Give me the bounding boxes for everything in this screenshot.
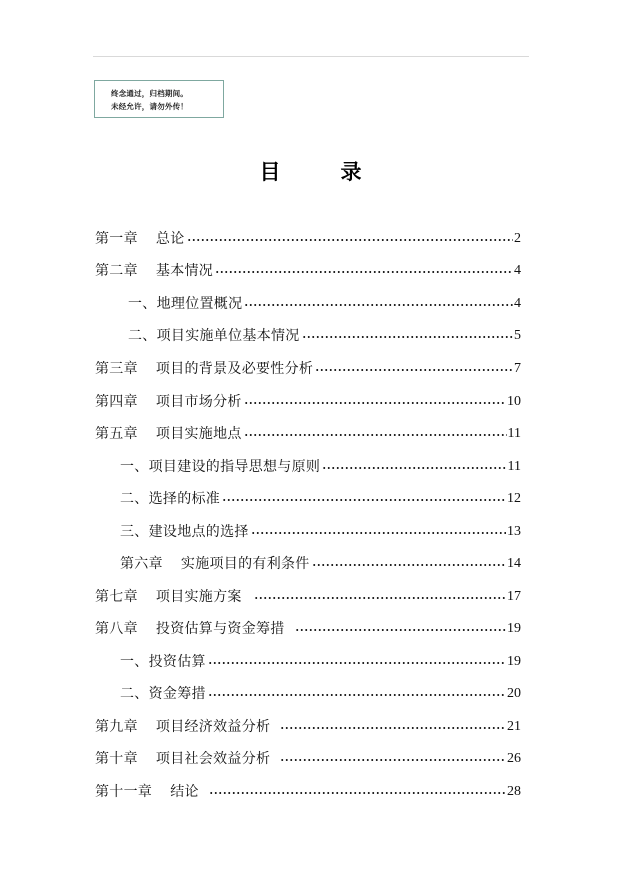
toc-entry-page: 4 <box>514 296 521 311</box>
toc-entry-chapter: 第一章 <box>95 231 138 247</box>
toc-entry-chapter: 第五章 <box>95 426 138 442</box>
dot-leader <box>295 626 506 634</box>
toc-entry-title: 总论 <box>155 231 185 247</box>
toc-entry[interactable] <box>120 456 521 476</box>
toc-entry-title: 项目实施方案 <box>155 589 242 605</box>
toc-entry-page: 14 <box>507 556 521 571</box>
dot-leader <box>312 561 506 569</box>
toc-entry-page: 11 <box>507 426 521 441</box>
toc-entry-title: 项目社会效益分析 <box>155 751 271 767</box>
dot-leader <box>222 496 506 504</box>
dot-leader <box>280 724 506 732</box>
toc-entry-page: 17 <box>507 589 521 604</box>
toc-heading <box>0 156 621 186</box>
toc-entry-title: 二、项目实施单位基本情况 <box>128 328 300 344</box>
toc-entry[interactable] <box>120 651 521 671</box>
toc-entry-page: 12 <box>507 491 521 506</box>
toc-entry[interactable] <box>120 683 521 703</box>
toc-entry-page: 11 <box>507 459 521 474</box>
toc-entry-chapter: 第六章 <box>120 556 163 572</box>
toc-entry-page: 10 <box>507 394 521 409</box>
toc-entry-title: 投资估算与资金筹措 <box>155 621 285 637</box>
toc-entry-title: 项目的背景及必要性分析 <box>155 361 314 377</box>
dot-leader <box>322 464 506 472</box>
toc-entry-page: 26 <box>507 751 521 766</box>
dot-leader <box>280 756 506 764</box>
toc-entry-title: 一、投资估算 <box>120 654 206 670</box>
toc-entry-title: 项目经济效益分析 <box>155 719 271 735</box>
toc-entry[interactable] <box>120 521 521 541</box>
toc-heading-char-1: 目 <box>259 160 281 184</box>
toc-entry-chapter: 第九章 <box>95 719 138 735</box>
toc-entry[interactable] <box>95 586 521 606</box>
toc-entry-page: 4 <box>514 263 521 278</box>
toc-entry[interactable] <box>95 358 521 378</box>
toc-entry-page: 7 <box>514 361 521 376</box>
toc-entry-title: 结论 <box>170 784 199 800</box>
toc-entry[interactable] <box>95 228 521 248</box>
toc-entry[interactable] <box>95 391 521 411</box>
toc-entry[interactable] <box>128 293 521 313</box>
toc-entry-page: 19 <box>507 621 521 636</box>
dot-leader <box>251 529 506 537</box>
toc-entry-chapter: 第三章 <box>95 361 138 377</box>
toc-entry[interactable] <box>95 260 521 280</box>
dot-leader <box>208 691 506 699</box>
dot-leader <box>244 399 506 407</box>
toc-entry-title: 项目实施地点 <box>155 426 242 442</box>
toc-entry[interactable] <box>95 748 521 768</box>
toc-entry[interactable] <box>120 488 521 508</box>
dot-leader <box>215 268 513 276</box>
toc-entry[interactable] <box>95 716 521 736</box>
toc-entry-chapter: 第十章 <box>95 751 138 767</box>
toc-entry[interactable] <box>95 781 521 801</box>
toc-entry[interactable] <box>128 325 521 345</box>
toc-entry-page: 19 <box>507 654 521 669</box>
toc-entry-title: 一、地理位置概况 <box>128 296 243 312</box>
toc-heading-char-2: 录 <box>340 160 362 184</box>
dot-leader <box>254 594 506 602</box>
toc-entry-chapter: 第十一章 <box>95 784 153 800</box>
toc-entry-title: 二、资金筹措 <box>120 686 206 702</box>
toc-entry-title: 项目市场分析 <box>155 394 242 410</box>
toc-entry-title: 三、建设地点的选择 <box>120 524 249 540</box>
dot-leader <box>244 301 513 309</box>
notice-line-1: 终念通过，归档期间。 <box>111 89 188 98</box>
toc-entry-chapter: 第二章 <box>95 263 138 279</box>
confidential-notice-stamp <box>94 80 224 118</box>
toc-entry-chapter: 第七章 <box>95 589 138 605</box>
dot-leader <box>315 366 513 374</box>
toc-entry-title: 基本情况 <box>155 263 214 279</box>
toc-entry-page: 21 <box>507 719 521 734</box>
toc-entry-title: 实施项目的有利条件 <box>180 556 310 572</box>
toc-entry-chapter: 第八章 <box>95 621 138 637</box>
toc-entry-page: 2 <box>514 231 521 246</box>
toc-entry-title: 二、选择的标准 <box>120 491 221 507</box>
dot-leader <box>208 659 506 667</box>
toc-entry-page: 28 <box>507 784 521 799</box>
dot-leader <box>244 431 507 439</box>
toc-entry[interactable] <box>120 553 521 573</box>
toc-entry-page: 13 <box>507 524 521 539</box>
header-divider <box>93 56 529 57</box>
toc-entry-chapter: 第四章 <box>95 394 138 410</box>
toc-entry[interactable] <box>95 618 521 638</box>
dot-leader <box>209 789 506 797</box>
toc-entry-title: 一、项目建设的指导思想与原则 <box>120 459 321 475</box>
dot-leader <box>302 333 513 341</box>
toc-entry-page: 20 <box>507 686 521 701</box>
toc-entry[interactable] <box>95 423 521 443</box>
toc-entry-page: 5 <box>514 328 521 343</box>
notice-line-2: 未经允许，请勿外传！ <box>111 102 188 111</box>
dot-leader <box>187 236 513 244</box>
